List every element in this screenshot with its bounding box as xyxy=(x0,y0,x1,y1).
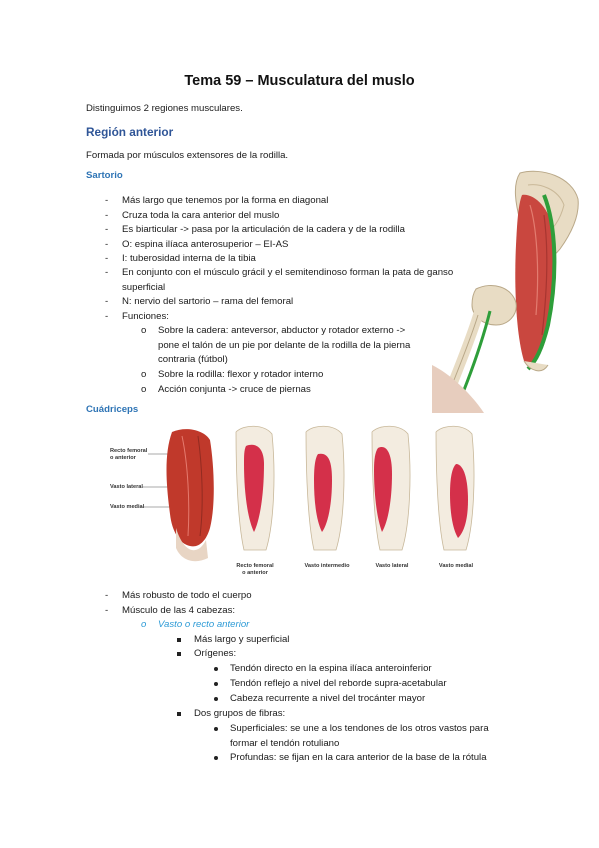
sartorio-heading: Sartorio xyxy=(86,170,123,181)
figure-caption: Vasto lateral xyxy=(375,563,409,569)
list-bullet: - xyxy=(105,253,109,264)
list-item: Más robusto de todo el cuerpo xyxy=(122,590,252,601)
square-bullet xyxy=(177,712,181,716)
sub-list-item-continuation: pone el talón de un pie por delante de la rodilla de la pierna xyxy=(158,340,411,351)
sub-bullet: o xyxy=(141,325,147,336)
sub-list-item: Sobre la cadera: anteversor, abductor y rotador externo -> xyxy=(158,325,406,336)
list-bullet: - xyxy=(105,267,109,278)
figure-label: o anterior xyxy=(110,455,136,461)
list-item: Es biarticular -> pasa por la articulación de la cadera y de la rodilla xyxy=(122,224,405,235)
list-item-l3: Dos grupos de fibras: xyxy=(194,708,286,719)
list-item-l3: Orígenes: xyxy=(194,648,237,659)
list-bullet: - xyxy=(105,605,109,616)
sub-list-item: Sobre la rodilla: flexor y rotador interno xyxy=(158,369,324,380)
list-item: Músculo de las 4 cabezas: xyxy=(122,605,236,616)
list-item: N: nervio del sartorio – rama del femoral xyxy=(122,296,294,307)
dot-bullet xyxy=(214,667,218,671)
region-anterior-heading: Región anterior xyxy=(86,125,174,139)
list-item-l4: Profundas: se fijan en la cara anterior de la base de la rótula xyxy=(230,752,487,763)
list-item-l4: Cabeza recurrente a nivel del trocánter mayor xyxy=(230,693,426,704)
square-bullet xyxy=(177,652,181,656)
list-bullet: - xyxy=(105,195,109,206)
list-item-l4: Tendón reflejo a nivel del reborde supra-acetabular xyxy=(230,678,447,689)
figure-caption: Vasto intermedio xyxy=(304,563,350,569)
square-bullet xyxy=(177,638,181,642)
list-item: Funciones: xyxy=(122,311,169,322)
list-item-l3: Más largo y superficial xyxy=(194,634,290,645)
list-bullet: - xyxy=(105,239,109,250)
list-bullet: - xyxy=(105,311,109,322)
figure-caption: Vasto medial xyxy=(438,563,474,569)
list-bullet: - xyxy=(105,590,109,601)
list-item: Cruza toda la cara anterior del muslo xyxy=(122,210,280,221)
sub-list-item: Acción conjunta -> cruce de piernas xyxy=(158,384,311,395)
sub-bullet: o xyxy=(141,619,147,630)
list-item-l4: Superficiales: se une a los tendones de los otros vastos para xyxy=(230,723,489,734)
page-title: Tema 59 – Musculatura del muslo xyxy=(184,73,415,89)
dot-bullet xyxy=(214,727,218,731)
vasto-recto-anterior: Vasto o recto anterior xyxy=(158,619,250,630)
list-item-continuation: superficial xyxy=(122,282,166,293)
list-bullet: - xyxy=(105,210,109,221)
dot-bullet xyxy=(214,697,218,701)
list-item: I: tuberosidad interna de la tibia xyxy=(122,253,256,264)
intro-text: Distinguimos 2 regiones musculares. xyxy=(86,103,243,114)
sub-bullet: o xyxy=(141,384,147,395)
sub-bullet: o xyxy=(141,369,147,380)
figure-label: Vasto medial xyxy=(110,504,145,510)
list-item-l4-continuation: formar el tendón rotuliano xyxy=(230,738,340,749)
list-item: O: espina ilíaca anterosuperior – EI-AS xyxy=(122,239,289,250)
figure-label: Vasto lateral xyxy=(110,484,143,490)
figure-caption: o anterior xyxy=(242,570,268,576)
hip-sartorius-illustration xyxy=(432,165,582,413)
list-bullet: - xyxy=(105,296,109,307)
figure-label: Recto femoral xyxy=(110,448,148,454)
dot-bullet xyxy=(214,756,218,760)
list-bullet: - xyxy=(105,224,109,235)
cuadriceps-heading: Cuádriceps xyxy=(86,404,139,415)
quadriceps-illustration xyxy=(106,424,492,584)
dot-bullet xyxy=(214,682,218,686)
figure-caption: Recto femoral xyxy=(236,563,274,569)
sub-list-item-continuation: contraria (fútbol) xyxy=(158,354,228,365)
list-item: En conjunto con el músculo grácil y el semitendinoso forman la pata de ganso xyxy=(122,267,454,278)
list-item-l4: Tendón directo en la espina ilíaca anteroinferior xyxy=(230,663,432,674)
region-anterior-desc: Formada por músculos extensores de la rodilla. xyxy=(86,150,289,161)
list-item: Más largo que tenemos por la forma en diagonal xyxy=(122,195,329,206)
